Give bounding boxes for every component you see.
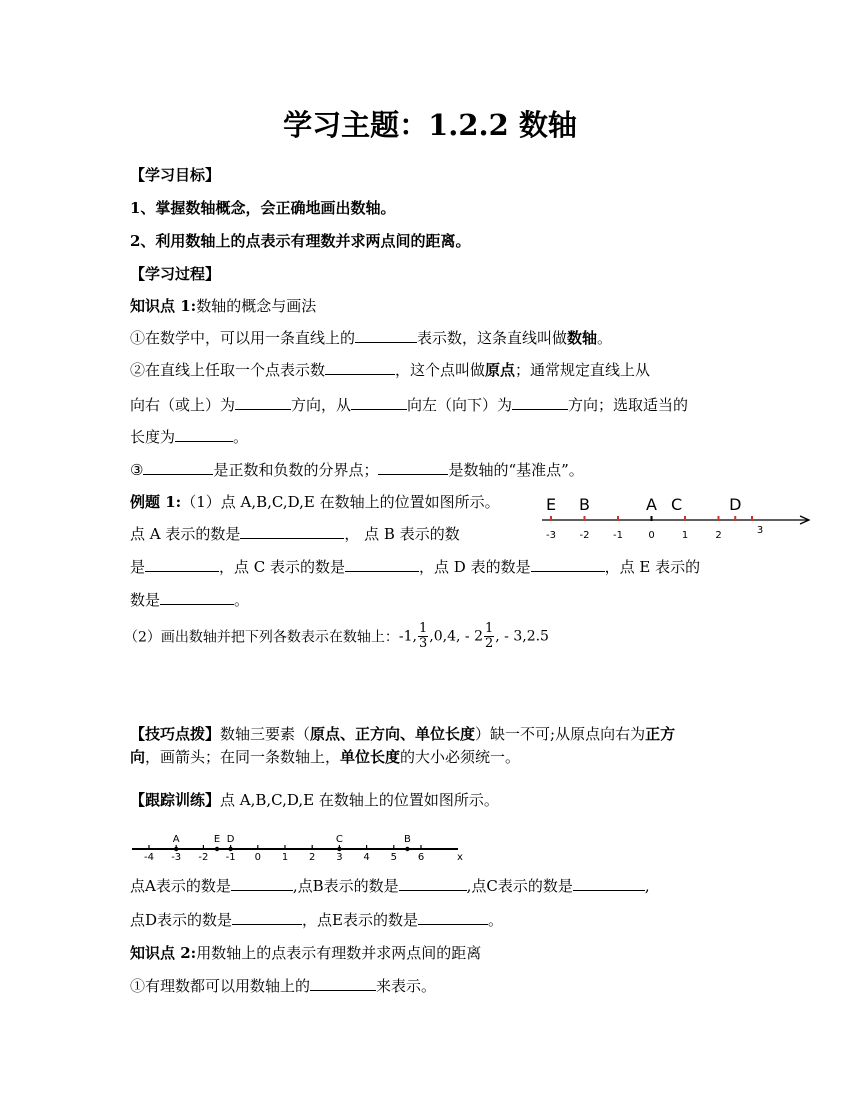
ex1-l4-text-a: 数是	[130, 591, 161, 609]
p5-text-c: 是数轴的“基准点”。	[448, 461, 584, 479]
ex1-line-4	[130, 590, 249, 610]
axis2-point-label: C	[335, 834, 343, 845]
knowledge-point-1	[130, 296, 316, 316]
blank[interactable]	[355, 328, 417, 343]
tl1-text-b: ,点B表示的数是	[292, 877, 399, 895]
tl1-text-c: ,点C表示的数是	[466, 877, 573, 895]
p3-text-a: 向右（或上）为	[130, 396, 236, 414]
blank[interactable]	[531, 557, 605, 572]
training-text: 点 A,B,C,D,E 在数轴上的位置如图所示。	[220, 791, 499, 809]
knowledge-point-2	[130, 943, 481, 963]
blank[interactable]	[231, 876, 293, 891]
tip2-bold-1: 向	[130, 748, 146, 766]
x-axis-label: x	[457, 852, 463, 863]
p1-bold: 数轴	[567, 329, 598, 347]
ex2-seg-3: , - 3,2.5	[495, 628, 549, 645]
frac2-num: 1	[484, 621, 494, 636]
number-line-1	[530, 490, 820, 545]
tl2-text-c: 。	[487, 911, 503, 929]
frac2-den: 2	[484, 636, 494, 651]
p3-text-b: 方向，从	[291, 396, 352, 414]
blank[interactable]	[345, 557, 419, 572]
blank[interactable]	[378, 460, 448, 475]
kp1-label: 知识点 1:	[130, 297, 197, 315]
kp2-p1-text-b: 来表示。	[376, 977, 437, 995]
p2-text-c: ；通常规定直线上从	[515, 361, 651, 379]
p4-text-a: 长度为	[130, 428, 176, 446]
blank[interactable]	[399, 876, 467, 891]
axis1-tick-label: 1	[681, 530, 689, 541]
ex1-label: 例题 1:	[130, 493, 182, 511]
kp2-text: 用数轴上的点表示有理数并求两点间的距离	[196, 944, 482, 962]
fraction-one-third	[418, 622, 428, 651]
p5-text-a: ③	[130, 461, 144, 479]
blank[interactable]	[310, 976, 376, 991]
kp1-text: 数轴的概念与画法	[196, 297, 317, 315]
axis2-point-label: B	[403, 834, 411, 845]
tl1-text-a: 点A表示的数是	[130, 877, 231, 895]
axis2-tick-label: -1	[225, 852, 236, 863]
p3-text-c: 向左（向下）为	[407, 396, 513, 414]
axis2-tick-label: 2	[309, 852, 316, 863]
blank[interactable]	[143, 460, 213, 475]
tip2-bold-2: 单位长度	[340, 748, 401, 766]
training-heading: 【跟踪训练】	[130, 791, 221, 809]
tip-text-a: 数轴三要素（	[220, 725, 311, 743]
training-line-1	[130, 876, 650, 896]
axis1-tick-label: 3	[756, 525, 764, 536]
blank[interactable]	[351, 395, 407, 410]
example-2	[124, 622, 549, 651]
blank[interactable]	[145, 557, 219, 572]
goal-2: 2、利用数轴上的点表示有理数并求两点间的距离。	[130, 232, 471, 250]
ex2-seg-1: -1,	[398, 628, 417, 645]
ex2-text: （2）画出数轴并把下列各数表示在数轴上：	[124, 629, 399, 646]
axis2-point-dot	[337, 847, 341, 851]
ex2-seg-2: ,0,4, - 2	[429, 628, 483, 645]
axis1-tick-label: -2	[579, 530, 590, 541]
tip-bold-2: 正方	[645, 725, 676, 743]
process-heading: 【学习过程】	[130, 265, 221, 283]
ex1-l2-text-b: ， 点 B 表示的数	[344, 525, 460, 543]
blank[interactable]	[325, 360, 395, 375]
axis1-tick-label: -1	[613, 530, 623, 541]
training-heading-line	[130, 790, 499, 810]
goals-heading: 【学习目标】	[130, 166, 221, 184]
frac1-num: 1	[419, 621, 428, 636]
blank[interactable]	[235, 395, 291, 410]
axis1-point-label: E	[545, 495, 557, 514]
axis2-tick-label: 5	[390, 852, 397, 863]
blank[interactable]	[573, 876, 645, 891]
ex1-line-3	[130, 557, 700, 577]
axis2-point-dot	[405, 847, 409, 851]
blank[interactable]	[175, 427, 233, 442]
p4-text-b: 。	[233, 428, 249, 446]
paragraph-4	[130, 427, 248, 447]
axis2-point-dot	[228, 847, 232, 851]
axis2-point-label: E	[213, 834, 221, 845]
axis2-tick-label: 3	[336, 852, 343, 863]
axis1-point-label: B	[579, 495, 590, 514]
tip2-text-c: 的大小必须统一。	[400, 748, 521, 766]
axis1-point-label: A	[646, 495, 657, 514]
paragraph-5	[130, 460, 584, 480]
tl2-text-a: 点D表示的数是	[130, 911, 233, 929]
axis2-point-dot	[215, 847, 219, 851]
kp2-paragraph-1	[130, 976, 436, 996]
page-title: 学习主题：1.2.2 数轴	[283, 108, 577, 142]
tl2-text-b: ，点E表示的数是	[302, 911, 418, 929]
example-1	[130, 492, 500, 512]
blank[interactable]	[232, 910, 302, 925]
axis1-tick-label: 2	[715, 530, 722, 541]
blank[interactable]	[240, 524, 344, 539]
blank[interactable]	[418, 910, 488, 925]
ex1-line-2	[130, 524, 460, 544]
tl1-text-d: ,	[644, 877, 650, 895]
ex1-l2-text-a: 点 A 表示的数是	[130, 525, 241, 543]
goal-1: 1、掌握数轴概念，会正确地画出数轴。	[130, 199, 396, 217]
axis1-tick-label: 0	[648, 530, 655, 541]
blank[interactable]	[512, 395, 568, 410]
tip2-text-a: ，画箭头；在同一条数轴上，	[145, 748, 341, 766]
paragraph-3	[130, 395, 688, 415]
fraction-one-half	[484, 622, 494, 651]
ex1-l3-text-b: ，点 C 表示的数是	[219, 558, 346, 576]
axis2-tick-label: -3	[171, 852, 182, 863]
axis2-point-label: A	[172, 834, 180, 845]
axis2-tick-label: 1	[281, 852, 289, 863]
tip-text-b: ）缺一不可;从原点向右为	[475, 725, 646, 743]
frac1-den: 3	[419, 636, 428, 651]
blank[interactable]	[160, 590, 234, 605]
tip-bold-1: 原点、正方向、单位长度	[310, 725, 476, 743]
ex1-text: （1）点 A,B,C,D,E 在数轴上的位置如图所示。	[181, 493, 500, 511]
axis1-point-label: D	[729, 495, 742, 514]
p1-text-c: 。	[597, 329, 613, 347]
axis2-tick-label: -2	[198, 852, 209, 863]
paragraph-2	[130, 360, 650, 380]
kp2-p1-text-a: ①有理数都可以用数轴上的	[130, 977, 311, 995]
ex1-l3-text-d: ，点 E 表示的	[604, 558, 701, 576]
p3-text-d: 方向；选取适当的	[568, 396, 689, 414]
p1-text-b: 表示数，这条直线叫做	[417, 329, 568, 347]
axis1-point-label: C	[671, 495, 683, 514]
axis2-point-dot	[174, 847, 178, 851]
p1-text-a: ①在数学中，可以用一条直线上的	[130, 329, 356, 347]
axis2-tick-label: 4	[363, 852, 370, 863]
paragraph-1	[130, 328, 612, 348]
p2-text-a: ②在直线上任取一个点表示数	[130, 361, 326, 379]
training-line-2	[130, 910, 503, 930]
p2-text-b: ，这个点叫做	[395, 361, 486, 379]
axis2-tick-label: 6	[417, 852, 425, 863]
tip-line-1	[130, 724, 675, 744]
p2-bold: 原点	[485, 361, 516, 379]
ex1-l3-text-c: ，点 D 表的数是	[419, 558, 531, 576]
axis2-point-label: D	[226, 834, 235, 845]
axis2-tick-label: -4	[144, 852, 154, 863]
tip-heading: 【技巧点拨】	[130, 725, 221, 743]
axis1-tick-label: -3	[546, 530, 556, 541]
tip-line-2	[130, 747, 520, 767]
ex1-l4-text-b: 。	[234, 591, 250, 609]
axis2-tick-label: 0	[254, 852, 261, 863]
kp2-label: 知识点 2:	[130, 944, 197, 962]
p5-text-b: 是正数和负数的分界点；	[213, 461, 379, 479]
number-line-2	[128, 828, 473, 870]
ex1-l3-text-a: 是	[130, 558, 146, 576]
